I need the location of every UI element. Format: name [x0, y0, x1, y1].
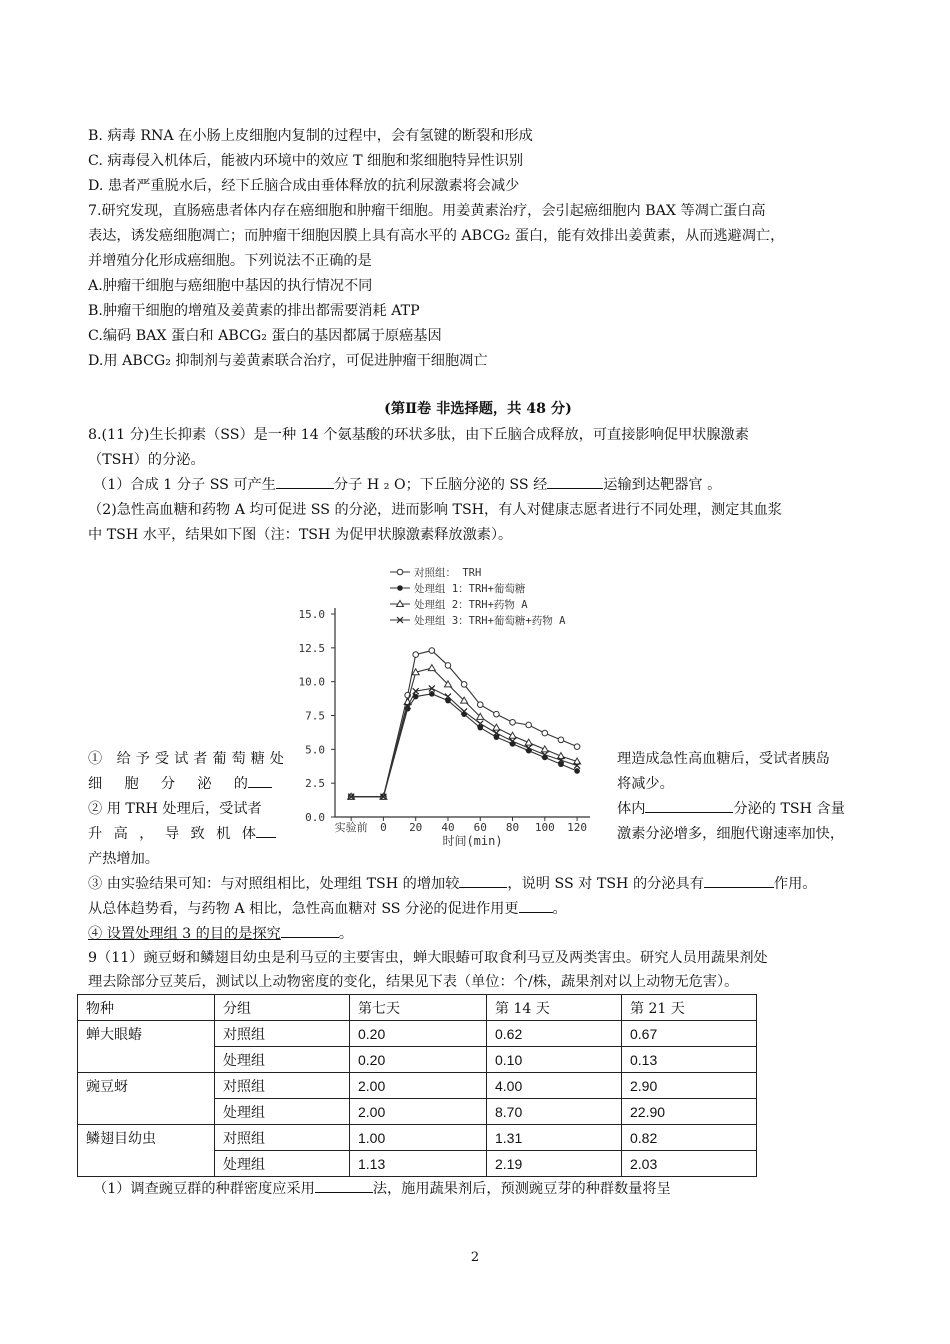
- q8-s4-text-b: 。: [338, 926, 354, 942]
- table-species-cell: 鳞翅目幼虫: [78, 1125, 215, 1177]
- q8-blank-hormone2[interactable]: [256, 823, 276, 838]
- point-triangle: [509, 732, 516, 738]
- q8-s3-text-c: 作用。: [773, 876, 817, 892]
- table-value-cell: 0.62: [487, 1021, 622, 1047]
- q8-s4-text-a: ④ 设置处理组 3 的目的是探究: [88, 926, 281, 942]
- point-open-circle: [477, 702, 483, 708]
- series-line-1: [351, 651, 577, 797]
- table-value-cell: 8.70: [487, 1099, 622, 1125]
- point-filled-circle: [397, 585, 403, 591]
- x-tick-label: 80: [505, 821, 520, 834]
- x-tick-label: 40: [441, 821, 455, 834]
- q8-stem-line2: （TSH）的分泌。: [88, 452, 205, 468]
- q8-blank-transport[interactable]: [547, 474, 603, 489]
- q8-s3-line2: [88, 898, 868, 920]
- y-tick-label: 7.5: [305, 709, 325, 723]
- q8-s3-line2-text-b: 。: [552, 901, 567, 917]
- q9-part1-text-b: 法，施用蔬果剂后，预测豌豆芽的种群数量将呈: [372, 1181, 671, 1197]
- table-group-cell: 对照组: [215, 1125, 350, 1151]
- table-value-cell: 0.67: [622, 1021, 757, 1047]
- q8-part1-text-c: 运输到达靶器官 。: [603, 477, 722, 493]
- q9-stem-line1: 9（11）豌豆蚜和鳞翅目幼虫是利马豆的主要害虫，蝉大眼蝽可取食利马豆及两类害虫。研究人员用蔬果剂处: [88, 950, 768, 966]
- q7-option-b: B.肿瘤干细胞的增殖及姜黄素的排出都需要消耗 ATP: [88, 303, 420, 319]
- q8-s3-line1: [88, 873, 868, 895]
- table-value-cell: 1.00: [350, 1125, 487, 1151]
- q8-s1-right-b: 将减少。: [617, 776, 674, 792]
- y-tick-label: 15.0: [298, 608, 325, 621]
- chart-plot-area: [348, 648, 581, 800]
- table-value-cell: 2.00: [350, 1073, 487, 1099]
- table-value-cell: 0.82: [622, 1125, 757, 1151]
- q7-stem-line1: 7.研究发现，直肠癌患者体内存在癌细胞和肿瘤干细胞。用姜黄素治疗，会引起癌细胞内 BAX 等凋亡蛋白高: [88, 203, 766, 219]
- q8-part1-text-a: （1）合成 1 分子 SS 可产生: [93, 477, 276, 493]
- point-open-circle: [413, 652, 419, 658]
- q7-option-a: A.肿瘤干细胞与癌细胞中基因的执行情况不同: [88, 278, 373, 294]
- point-open-circle: [494, 711, 500, 717]
- point-open-circle: [542, 730, 548, 736]
- table-value-cell: 2.03: [622, 1151, 757, 1177]
- q8-s2-left-b-wrap: [88, 823, 284, 845]
- x-axis-label: 时间(min): [442, 834, 503, 848]
- y-tick-label: 0.0: [305, 811, 325, 824]
- series-line-2: [351, 694, 577, 797]
- q8-s2-right-a2: 分泌的 TSH 含量: [733, 801, 845, 817]
- x-tick-label: 0: [380, 821, 387, 834]
- table-value-cell: 4.00: [487, 1073, 622, 1099]
- table-row: [78, 1125, 757, 1151]
- x-tick-label: 100: [534, 821, 555, 834]
- y-tick-label: 5.0: [305, 743, 325, 757]
- q6-option-c: C. 病毒侵入机体后，能被内环境中的效应 T 细胞和浆细胞特异性识别: [88, 153, 524, 169]
- section-title: (第Ⅱ卷 非选择题，共 48 分): [384, 401, 572, 417]
- q8-s1-left-b-wrap: [88, 773, 284, 795]
- legend-entry-4: 处理组 3：TRH+葡萄糖+药物 A: [414, 615, 566, 627]
- page-number: 2: [470, 1250, 480, 1265]
- y-tick-label: 2.5: [305, 777, 325, 791]
- q8-s4: [88, 923, 868, 945]
- point-open-circle: [574, 744, 580, 750]
- q8-stem-line1: 8.(11 分)生长抑素（SS）是一种 14 个氨基酸的环状多肽，由下丘脑合成释放，可直接影响促甲状腺激素: [88, 427, 749, 443]
- x-tick-label: 20: [409, 821, 423, 834]
- table-species-cell: 豌豆蚜: [78, 1073, 215, 1125]
- q8-blank-hormone1[interactable]: [248, 773, 272, 788]
- table-header-row: [78, 995, 757, 1021]
- x-tick-label: 60: [473, 821, 487, 834]
- table-row: [78, 1021, 757, 1047]
- table-group-cell: 对照组: [215, 1073, 350, 1099]
- q8-part1-text-b: 分子 H ₂ O；下丘脑分泌的 SS 经: [333, 477, 548, 493]
- q8-s1-left-b: 细 胞 分 泌 的: [88, 776, 248, 792]
- table-group-cell: 处理组: [215, 1047, 350, 1073]
- q8-s3-text-b: ，说明 SS 对 TSH 的分泌具有: [507, 876, 704, 892]
- tsh-line-chart: [290, 562, 600, 852]
- q8-part2-line1: （2)急性高血糖和药物 A 均可促进 SS 的分泌，进而影响 TSH，有人对健康志愿者进行不同处理，测定其血浆: [88, 502, 782, 518]
- chart-legend: [390, 566, 566, 627]
- q8-s3-text-a: ③ 由实验结果可知：与对照组相比，处理组 TSH 的增加较: [88, 876, 460, 892]
- q9-blank-method[interactable]: [315, 1178, 373, 1193]
- q7-stem-line2: 表达，诱发癌细胞凋亡；而肿瘤干细胞因膜上具有高水平的 ABCG₂ 蛋白，能有效排出姜黄素，从而逃避凋亡，: [88, 228, 785, 244]
- q6-option-d: D. 患者严重脱水后，经下丘脑合成由垂体释放的抗利尿激素将会减少: [88, 178, 520, 194]
- q8-s2-right-b: 激素分泌增多，细胞代谢速率加快，: [617, 826, 845, 842]
- q8-s3-line2-text-a: 从总体趋势看，与药物 A 相比，急性高血糖对 SS 分泌的促进作用更: [88, 901, 519, 917]
- table-group-cell: 对照组: [215, 1021, 350, 1047]
- q8-s1-left-a: ① 给予受试者葡萄糖处: [88, 751, 284, 767]
- q8-s2-right-a1: 体内: [617, 801, 646, 817]
- point-open-circle: [510, 719, 516, 725]
- legend-entry-2: 处理组 1：TRH+葡萄糖: [414, 583, 526, 595]
- q8-part1: [93, 474, 868, 496]
- table-value-cell: 0.10: [487, 1047, 622, 1073]
- q9-part1: [93, 1178, 868, 1200]
- q8-blank-increase[interactable]: [459, 873, 507, 888]
- table-header-cell: 分组: [215, 995, 350, 1021]
- series-line-4: [351, 688, 577, 796]
- q8-s2-left-a: ② 用 TRH 处理后，受试者: [88, 801, 262, 817]
- q9-density-table: [77, 994, 757, 1177]
- table-header-cell: 第七天: [350, 995, 487, 1021]
- q8-s2-left-b: 升 高 ， 导 致 机 体: [88, 826, 256, 842]
- q6-option-b: B. 病毒 RNA 在小肠上皮细胞内复制的过程中，会有氢键的断裂和形成: [88, 128, 533, 144]
- point-open-circle: [558, 737, 564, 743]
- q8-blank-effect[interactable]: [704, 873, 774, 888]
- y-tick-label: 10.0: [298, 675, 325, 689]
- table-value-cell: 2.19: [487, 1151, 622, 1177]
- q7-stem-line3: 并增殖分化形成癌细胞。下列说法不正确的是: [88, 253, 372, 269]
- q8-blank-purpose[interactable]: [281, 923, 339, 938]
- table-species-cell: 蝉大眼蝽: [78, 1021, 215, 1073]
- table-header-cell: 第 21 天: [622, 995, 757, 1021]
- table-value-cell: 2.00: [350, 1099, 487, 1125]
- chart-axes: [299, 608, 591, 848]
- q8-blank-water[interactable]: [276, 474, 334, 489]
- point-filled-circle: [574, 768, 580, 774]
- x-tick-label: 120: [567, 821, 588, 834]
- q9-stem-line2: 理去除部分豆荚后，测试以上动物密度的变化，结果见下表（单位：个/株，蔬果剂对以上动物无危害）。: [88, 974, 739, 990]
- table-row: [78, 1073, 757, 1099]
- q8-blank-gland[interactable]: [645, 798, 733, 813]
- table-value-cell: 0.20: [350, 1021, 487, 1047]
- table-header-cell: 第 14 天: [487, 995, 622, 1021]
- q7-option-d: D.用 ABCG₂ 抑制剂与姜黄素联合治疗，可促进肿瘤干细胞凋亡: [88, 353, 488, 369]
- table-group-cell: 处理组: [215, 1151, 350, 1177]
- point-open-circle: [526, 722, 532, 728]
- q9-part1-text-a: （1）调查豌豆群的种群密度应采用: [93, 1181, 315, 1197]
- point-filled-circle: [429, 691, 435, 697]
- q8-part2-line2: 中 TSH 水平，结果如下图（注：TSH 为促甲状腺激素释放激素）。: [88, 527, 513, 543]
- point-open-circle: [461, 682, 467, 688]
- table-group-cell: 处理组: [215, 1099, 350, 1125]
- x-tick-label: 实验前: [334, 821, 368, 834]
- point-open-circle: [429, 648, 435, 654]
- y-tick-label: 12.5: [298, 641, 325, 655]
- q8-s1-right-a: 理造成急性高血糖后，受试者胰岛: [617, 751, 830, 767]
- table-value-cell: 1.31: [487, 1125, 622, 1151]
- table-value-cell: 2.90: [622, 1073, 757, 1099]
- table-value-cell: 22.90: [622, 1099, 757, 1125]
- legend-entry-1: 对照组： TRH: [414, 567, 482, 579]
- legend-entry-3: 处理组 2：TRH+药物 A: [414, 599, 528, 611]
- table-value-cell: 0.20: [350, 1047, 487, 1073]
- q8-s2-right-a-wrap: [617, 798, 875, 820]
- point-open-circle: [397, 569, 403, 575]
- table-value-cell: 1.13: [350, 1151, 487, 1177]
- table-header-cell: 物种: [78, 995, 215, 1021]
- q8-blank-stronger[interactable]: [519, 898, 553, 913]
- point-open-circle: [445, 663, 451, 669]
- q7-option-c: C.编码 BAX 蛋白和 ABCG₂ 蛋白的基因都属于原癌基因: [88, 328, 442, 344]
- table-value-cell: 0.13: [622, 1047, 757, 1073]
- point-triangle: [493, 724, 500, 730]
- q8-s2-tail: 产热增加。: [88, 851, 159, 867]
- point-triangle: [428, 665, 435, 671]
